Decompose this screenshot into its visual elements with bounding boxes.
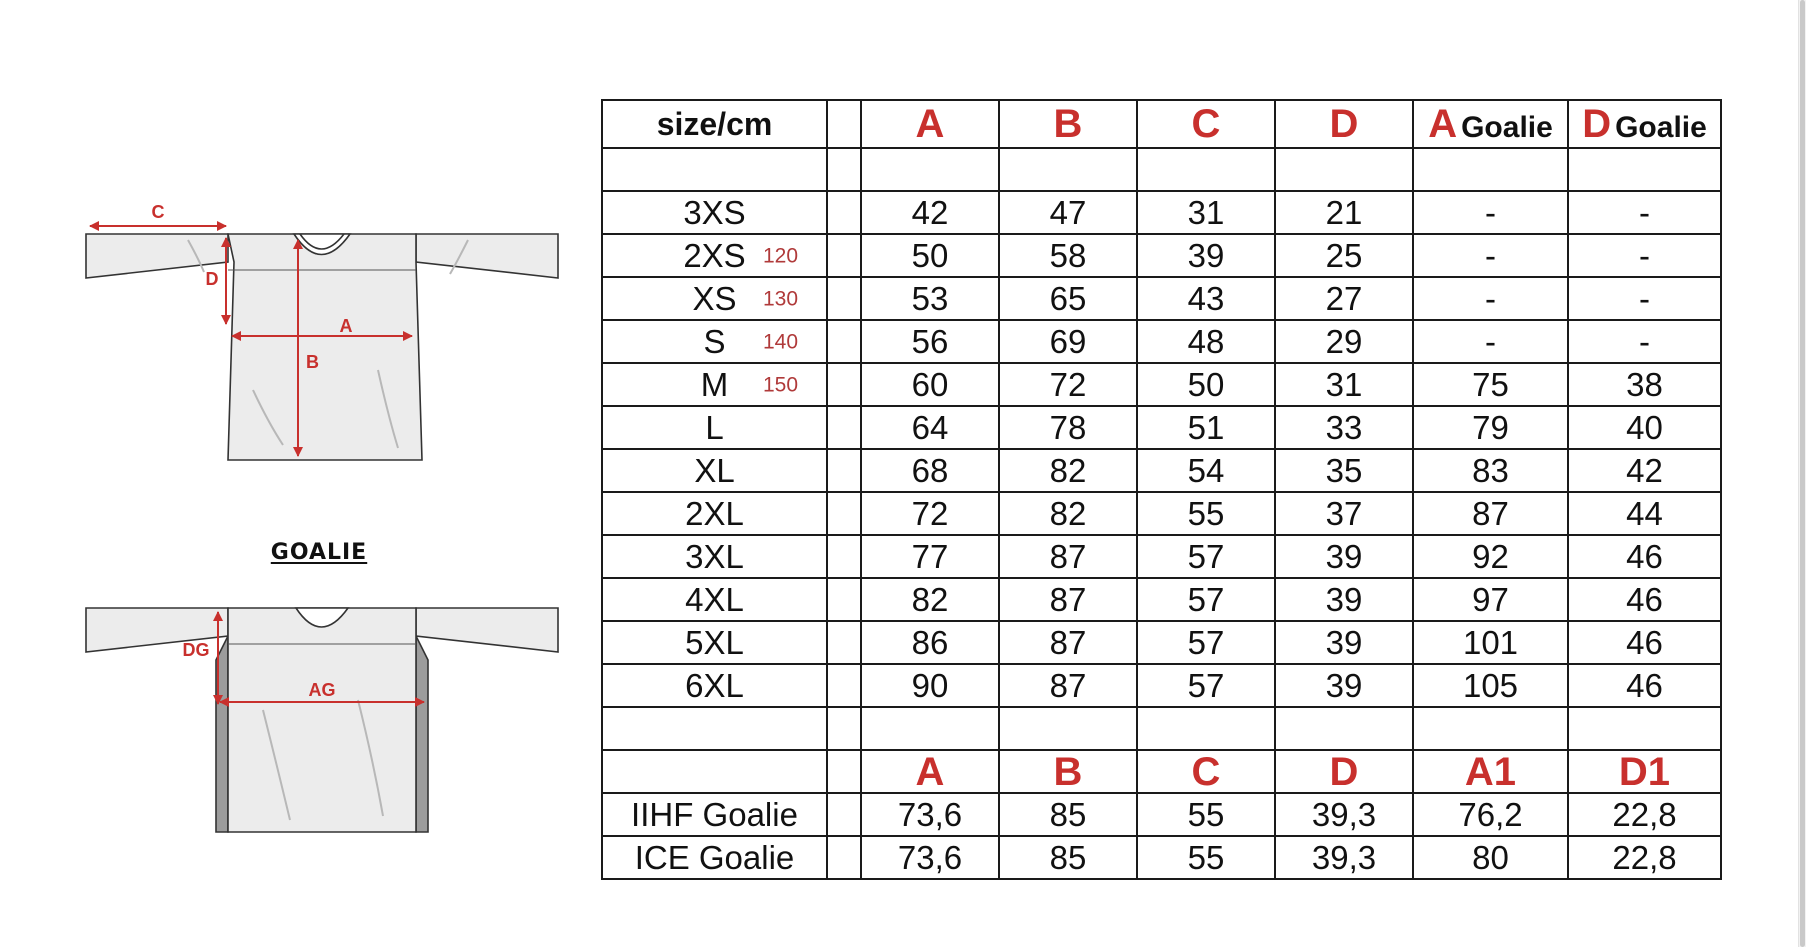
- value-cell: 76,2: [1413, 793, 1568, 836]
- size-cell: [602, 621, 827, 664]
- value-cell: 39: [1275, 621, 1413, 664]
- goalie-header-row: [602, 750, 1721, 793]
- value-cell: 77: [861, 535, 999, 578]
- size-label: XL: [694, 452, 735, 489]
- size-label: 2XS: [683, 237, 746, 274]
- kids-height-label: 140: [763, 330, 799, 353]
- size-label: 2XL: [685, 495, 744, 532]
- value-cell: 86: [861, 621, 999, 664]
- goalie-row-name: IIHF Goalie: [602, 793, 827, 836]
- empty-cell: [1413, 148, 1568, 191]
- value-cell: 56: [861, 320, 999, 363]
- diagram-label-ag: AG: [308, 680, 336, 700]
- size-label: 3XS: [683, 194, 746, 231]
- value-cell: 31: [1275, 363, 1413, 406]
- value-cell: -: [1568, 234, 1721, 277]
- size-cell: [602, 191, 827, 234]
- value-cell: 64: [861, 406, 999, 449]
- table-row: [602, 234, 1721, 277]
- empty-row: [602, 707, 1721, 750]
- page-scrollbar[interactable]: [1798, 0, 1806, 947]
- header-goalie-col-a: [1413, 100, 1568, 148]
- value-cell: 22,8: [1568, 836, 1721, 879]
- size-cell: [602, 320, 827, 363]
- header-col-b: [999, 100, 1137, 148]
- header-col-d: [1275, 100, 1413, 148]
- size-table: [601, 99, 1722, 880]
- empty-cell: [1275, 707, 1413, 750]
- value-cell: 83: [1413, 449, 1568, 492]
- header-letter: A: [1428, 102, 1458, 146]
- value-cell: 39: [1137, 234, 1275, 277]
- value-cell: 37: [1275, 492, 1413, 535]
- spacer-cell: [827, 535, 861, 578]
- value-cell: 39,3: [1275, 836, 1413, 879]
- value-cell: 73,6: [861, 793, 999, 836]
- value-cell: 73,6: [861, 836, 999, 879]
- empty-cell: [827, 148, 861, 191]
- value-cell: 85: [999, 793, 1137, 836]
- header-letter: D: [1329, 102, 1359, 146]
- value-cell: -: [1413, 191, 1568, 234]
- value-cell: 33: [1275, 406, 1413, 449]
- value-cell: 82: [999, 449, 1137, 492]
- value-cell: 57: [1137, 578, 1275, 621]
- size-cell: [602, 578, 827, 621]
- spacer-cell: [827, 793, 861, 836]
- value-cell: 46: [1568, 664, 1721, 707]
- value-cell: 72: [999, 363, 1137, 406]
- value-cell: 21: [1275, 191, 1413, 234]
- header-letter: A: [915, 102, 945, 146]
- header-col-c: [1137, 100, 1275, 148]
- value-cell: -: [1413, 277, 1568, 320]
- size-cell: [602, 406, 827, 449]
- value-cell: 68: [861, 449, 999, 492]
- value-cell: 39: [1275, 535, 1413, 578]
- value-cell: 82: [861, 578, 999, 621]
- value-cell: 57: [1137, 621, 1275, 664]
- header-goalie-word: Goalie: [1461, 111, 1553, 144]
- value-cell: 80: [1413, 836, 1568, 879]
- spacer-cell: [827, 621, 861, 664]
- value-cell: 78: [999, 406, 1137, 449]
- size-label: 6XL: [685, 667, 744, 704]
- value-cell: 39: [1275, 578, 1413, 621]
- empty-cell: [1413, 707, 1568, 750]
- spacer-cell: [827, 664, 861, 707]
- diagram-label-a: A: [339, 316, 353, 336]
- empty-cell: [1137, 707, 1275, 750]
- value-cell: 38: [1568, 363, 1721, 406]
- header-goalie-col-d: [1568, 100, 1721, 148]
- value-cell: 87: [999, 578, 1137, 621]
- header-goalie-word: Goalie: [1615, 111, 1707, 144]
- empty-cell: [827, 707, 861, 750]
- size-label: 4XL: [685, 581, 744, 618]
- value-cell: 25: [1275, 234, 1413, 277]
- goalie-header-d: D: [1275, 750, 1413, 793]
- value-cell: 87: [999, 664, 1137, 707]
- table-row: [602, 277, 1721, 320]
- value-cell: 72: [861, 492, 999, 535]
- value-cell: 46: [1568, 621, 1721, 664]
- value-cell: 44: [1568, 492, 1721, 535]
- diagram-label-dg: DG: [182, 640, 210, 660]
- value-cell: 47: [999, 191, 1137, 234]
- value-cell: 55: [1137, 793, 1275, 836]
- empty-cell: [1568, 148, 1721, 191]
- value-cell: 46: [1568, 535, 1721, 578]
- table-row: [602, 621, 1721, 664]
- diagram-label-b: B: [306, 352, 319, 372]
- value-cell: 87: [999, 535, 1137, 578]
- value-cell: 105: [1413, 664, 1568, 707]
- scrollbar-thumb[interactable]: [1800, 0, 1805, 947]
- jersey-diagram: [78, 200, 566, 480]
- empty-cell: [861, 707, 999, 750]
- kids-height-label: 150: [763, 373, 799, 396]
- value-cell: 97: [1413, 578, 1568, 621]
- header-spacer: [827, 100, 861, 148]
- goalie-header-c: C: [1137, 750, 1275, 793]
- value-cell: 39,3: [1275, 793, 1413, 836]
- header-col-a: [861, 100, 999, 148]
- size-label: L: [705, 409, 724, 446]
- spacer-cell: [827, 449, 861, 492]
- size-cell: [602, 492, 827, 535]
- value-cell: 43: [1137, 277, 1275, 320]
- value-cell: 58: [999, 234, 1137, 277]
- value-cell: 101: [1413, 621, 1568, 664]
- table-header-row: [602, 100, 1721, 148]
- spacer-cell: [827, 578, 861, 621]
- value-cell: 40: [1568, 406, 1721, 449]
- value-cell: 29: [1275, 320, 1413, 363]
- header-size-cm: size/cm: [602, 100, 827, 148]
- kids-height-label: 120: [763, 244, 799, 267]
- value-cell: 50: [1137, 363, 1275, 406]
- value-cell: 35: [1275, 449, 1413, 492]
- kids-height-label: 130: [763, 287, 799, 310]
- goalie-header-a1: A1: [1413, 750, 1568, 793]
- value-cell: 87: [999, 621, 1137, 664]
- goalie-title: GOALIE: [270, 540, 368, 565]
- table-row: [602, 363, 1721, 406]
- table-row: [602, 535, 1721, 578]
- goalie-row: [602, 793, 1721, 836]
- table-row: [602, 406, 1721, 449]
- size-cell: [602, 664, 827, 707]
- diagram-label-c: C: [151, 202, 165, 222]
- table-row: [602, 191, 1721, 234]
- table-row: [602, 449, 1721, 492]
- table-row: [602, 578, 1721, 621]
- size-label: XS: [692, 280, 737, 317]
- spacer-cell: [827, 406, 861, 449]
- header-letter: D: [1582, 102, 1612, 146]
- empty-cell: [861, 148, 999, 191]
- size-label: M: [700, 366, 729, 403]
- size-cell: [602, 234, 827, 277]
- empty-row: [602, 148, 1721, 191]
- size-cell: [602, 449, 827, 492]
- spacer-cell: [827, 363, 861, 406]
- spacer-cell: [827, 320, 861, 363]
- value-cell: -: [1568, 191, 1721, 234]
- table-row: [602, 664, 1721, 707]
- value-cell: 69: [999, 320, 1137, 363]
- table-row: [602, 492, 1721, 535]
- goalie-jersey-diagram: [78, 580, 566, 850]
- value-cell: 27: [1275, 277, 1413, 320]
- value-cell: 53: [861, 277, 999, 320]
- size-cell: [602, 363, 827, 406]
- empty-cell: [602, 148, 827, 191]
- value-cell: 85: [999, 836, 1137, 879]
- spacer-cell: [827, 277, 861, 320]
- header-letter: B: [1053, 102, 1083, 146]
- goalie-header-b: B: [999, 750, 1137, 793]
- value-cell: 75: [1413, 363, 1568, 406]
- size-cell: [602, 277, 827, 320]
- empty-cell: [1568, 707, 1721, 750]
- value-cell: 87: [1413, 492, 1568, 535]
- value-cell: 54: [1137, 449, 1275, 492]
- goalie-row: [602, 836, 1721, 879]
- size-label: 3XL: [685, 538, 744, 575]
- value-cell: -: [1413, 234, 1568, 277]
- value-cell: 39: [1275, 664, 1413, 707]
- goalie-jersey-shape: [86, 608, 558, 832]
- empty-cell: [602, 707, 827, 750]
- spacer-cell: [827, 492, 861, 535]
- size-label: S: [703, 323, 726, 360]
- value-cell: 82: [999, 492, 1137, 535]
- value-cell: 50: [861, 234, 999, 277]
- diagram-label-d: D: [205, 269, 219, 289]
- spacer-cell: [827, 750, 861, 793]
- table-row: [602, 320, 1721, 363]
- value-cell: -: [1568, 320, 1721, 363]
- goalie-header-d1: D1: [1568, 750, 1721, 793]
- value-cell: 57: [1137, 664, 1275, 707]
- goalie-row-name: ICE Goalie: [602, 836, 827, 879]
- goalie-header-a: A: [861, 750, 999, 793]
- value-cell: -: [1568, 277, 1721, 320]
- value-cell: 65: [999, 277, 1137, 320]
- value-cell: -: [1413, 320, 1568, 363]
- value-cell: 90: [861, 664, 999, 707]
- value-cell: 31: [1137, 191, 1275, 234]
- spacer-cell: [827, 234, 861, 277]
- value-cell: 42: [861, 191, 999, 234]
- header-letter: C: [1191, 102, 1221, 146]
- value-cell: 42: [1568, 449, 1721, 492]
- spacer-cell: [827, 191, 861, 234]
- value-cell: 79: [1413, 406, 1568, 449]
- empty-cell: [999, 707, 1137, 750]
- value-cell: 22,8: [1568, 793, 1721, 836]
- value-cell: 51: [1137, 406, 1275, 449]
- empty-cell: [602, 750, 827, 793]
- size-cell: [602, 535, 827, 578]
- size-label: 5XL: [685, 624, 744, 661]
- spacer-cell: [827, 836, 861, 879]
- value-cell: 57: [1137, 535, 1275, 578]
- value-cell: 55: [1137, 492, 1275, 535]
- value-cell: 92: [1413, 535, 1568, 578]
- empty-cell: [999, 148, 1137, 191]
- empty-cell: [1275, 148, 1413, 191]
- empty-cell: [1137, 148, 1275, 191]
- value-cell: 55: [1137, 836, 1275, 879]
- value-cell: 60: [861, 363, 999, 406]
- jersey-shape: [86, 234, 558, 460]
- value-cell: 48: [1137, 320, 1275, 363]
- value-cell: 46: [1568, 578, 1721, 621]
